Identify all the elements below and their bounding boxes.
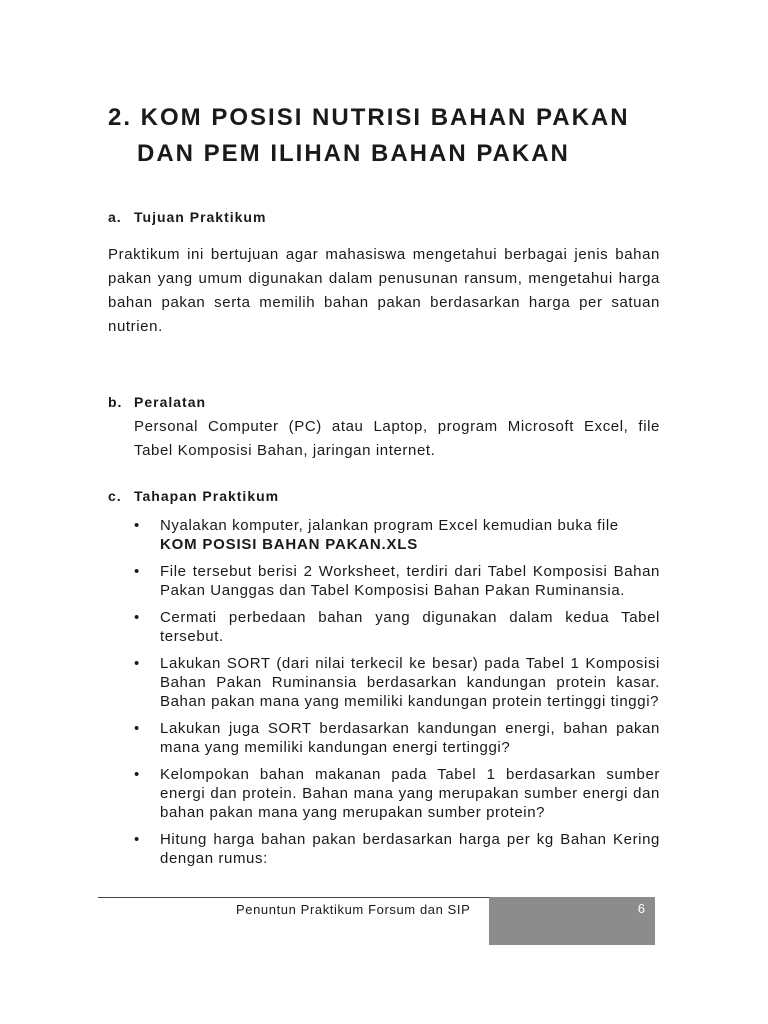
footer-title: Penuntun Praktikum Forsum dan SIP xyxy=(236,902,471,917)
section-b-letter: b. xyxy=(108,394,123,410)
bullet-icon: • xyxy=(134,563,140,580)
section-a-letter: a. xyxy=(108,209,122,225)
bullet-icon: • xyxy=(134,720,140,737)
list-item xyxy=(132,719,660,757)
page-title xyxy=(108,100,668,172)
list-item xyxy=(132,608,660,646)
list-item-text: Nyalakan komputer, jalankan program Excel kemudian buka file xyxy=(160,517,619,534)
list-item-text: Kelompokan bahan makanan pada Tabel 1 berdasarkan sumber energi dan protein. Bahan mana yang merupakan sumber energi dan bahan pakan mana yang merupakan sumber protein? xyxy=(160,766,660,821)
section-b-paragraph: Personal Computer (PC) atau Laptop, program Microsoft Excel, file Tabel Komposisi Bahan, jaringan internet. xyxy=(134,418,660,459)
list-item xyxy=(132,516,660,554)
list-item xyxy=(132,654,660,711)
procedure-list xyxy=(132,516,660,876)
excel-file-name: KOM POSISI BAHAN PAKAN.XLS xyxy=(160,536,419,553)
section-c-letter: c. xyxy=(108,488,122,504)
section-b-heading xyxy=(108,394,206,410)
list-item-text: Lakukan SORT (dari nilai terkecil ke besar) pada Tabel 1 Komposisi Bahan Pakan Ruminansia berdasarkan kandungan protein kasar. Bahan pakan mana yang memiliki kandungan protein tertinggi tinggi? xyxy=(160,655,660,710)
footer-divider xyxy=(98,897,490,898)
bullet-icon: • xyxy=(134,517,140,534)
bullet-icon: • xyxy=(134,609,140,626)
section-a-heading xyxy=(108,209,266,225)
page-title-line-2: DAN PEM ILIHAN BAHAN PAKAN xyxy=(137,140,570,167)
list-item xyxy=(132,562,660,600)
list-item-text: Cermati perbedaan bahan yang digunakan dalam kedua Tabel tersebut. xyxy=(160,609,660,645)
bullet-icon: • xyxy=(134,655,140,672)
list-item xyxy=(132,830,660,868)
bullet-icon: • xyxy=(134,831,140,848)
list-item xyxy=(132,765,660,822)
footer-page-box xyxy=(489,897,655,945)
section-a-title: Tujuan Praktikum xyxy=(134,209,267,225)
list-item-text: Lakukan juga SORT berdasarkan kandungan energi, bahan pakan mana yang memiliki kandungan energi tertinggi? xyxy=(160,720,660,756)
section-c-heading xyxy=(108,488,279,504)
section-c-title: Tahapan Praktikum xyxy=(134,488,280,504)
list-item-text: File tersebut berisi 2 Worksheet, terdiri dari Tabel Komposisi Bahan Pakan Uanggas dan Tabel Komposisi Bahan Pakan Ruminansia. xyxy=(160,563,660,599)
bullet-icon: • xyxy=(134,766,140,783)
page-number: 6 xyxy=(637,901,645,916)
section-b-title: Peralatan xyxy=(134,394,207,410)
section-a-paragraph: Praktikum ini bertujuan agar mahasiswa mengetahui berbagai jenis bahan pakan yang umum digunakan dalam penusunan ransum, mengetahui harga bahan pakan serta memilih bahan pakan berdasarkan harga per satuan nutrien. xyxy=(108,246,660,335)
list-item-text: Hitung harga bahan pakan berdasarkan harga per kg Bahan Kering dengan rumus: xyxy=(160,831,660,867)
page-title-line-1: 2. KOM POSISI NUTRISI BAHAN PAKAN xyxy=(108,104,630,131)
